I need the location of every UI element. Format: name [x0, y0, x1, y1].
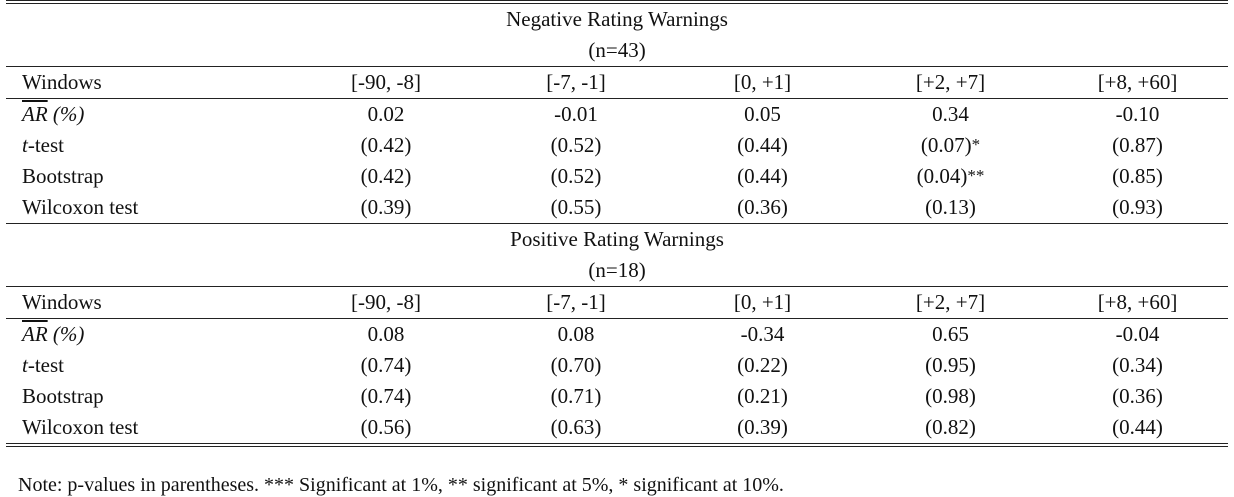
table-header-row: [6, 67, 1228, 99]
table-cell: (0.22): [737, 353, 788, 377]
table-cell: [481, 130, 671, 161]
table-cell: (0.39): [671, 412, 854, 445]
window-header: [-90, -8]: [291, 287, 481, 319]
page: [6, 0, 1228, 482]
table-row-wilcoxon: [6, 412, 1228, 445]
t-suffix: -test: [27, 353, 64, 377]
table-cell: [481, 161, 671, 192]
table-cell: [671, 161, 854, 192]
table-row-ar: [6, 99, 1228, 131]
window-header: [+8, +60]: [1047, 67, 1228, 99]
panel-sample-size: (n=18): [588, 258, 646, 282]
ar-unit: (%): [52, 102, 85, 126]
significance-stars: *: [971, 135, 981, 154]
table-cell: (0.55): [550, 195, 602, 219]
table-cell: (0.56): [291, 412, 481, 445]
p-value: (0.04): [916, 164, 968, 188]
window-header: [0, +1]: [671, 67, 854, 99]
table-row-bootstrap: [6, 381, 1228, 412]
window-header: [+8, +60]: [1047, 287, 1228, 319]
panel-n-row: [6, 255, 1228, 287]
panel-title-row: [6, 2, 1228, 35]
row-label-ar: [6, 319, 291, 351]
p-value: (0.42): [360, 164, 412, 188]
table-cell: (0.44): [1047, 412, 1228, 445]
table-cell: (0.63): [481, 412, 671, 445]
table-row-bootstrap: [6, 161, 1228, 192]
p-value: (0.44): [737, 164, 788, 188]
ar-symbol: AR: [22, 102, 48, 126]
row-label-bootstrap: Bootstrap: [22, 164, 104, 188]
table-cell: (0.36): [737, 195, 788, 219]
table-cell: -0.01: [554, 102, 598, 126]
p-value: (0.44): [737, 133, 788, 157]
table-cell: -0.04: [1115, 322, 1160, 346]
p-value: (0.85): [1112, 164, 1163, 188]
table-row-ar: [6, 319, 1228, 351]
table-cell: 0.02: [367, 102, 405, 126]
window-header: [+2, +7]: [854, 67, 1047, 99]
windows-header: Windows: [6, 67, 291, 99]
table-cell: [671, 130, 854, 161]
row-label-t-test: [6, 350, 291, 381]
panel-n-row: [6, 35, 1228, 67]
table-cell: [291, 130, 481, 161]
significance-stars: **: [967, 166, 985, 185]
window-header: [-7, -1]: [481, 67, 671, 99]
panel-title-row: [6, 224, 1228, 256]
window-header: [-90, -8]: [291, 67, 481, 99]
table-cell: 0.08: [367, 322, 405, 346]
table-row-t-test: [6, 350, 1228, 381]
window-header: [0, +1]: [671, 287, 854, 319]
table-cell: (0.21): [737, 384, 788, 408]
panel-title: Positive Rating Warnings: [6, 224, 1228, 256]
p-value: (0.52): [550, 133, 602, 157]
p-value: (0.87): [1112, 133, 1163, 157]
table-cell: (0.93): [1112, 195, 1163, 219]
table-cell: (0.70): [550, 353, 602, 377]
panel-sample-size: (n=43): [588, 38, 646, 62]
table-row-t-test: [6, 130, 1228, 161]
table-cell: (0.39): [360, 195, 412, 219]
p-value: (0.42): [360, 133, 412, 157]
table-cell: -0.10: [1115, 102, 1160, 126]
table-cell: [854, 130, 1047, 161]
table-cell: -0.34: [740, 322, 785, 346]
table-cell: (0.74): [360, 353, 412, 377]
table-cell: (0.34): [1112, 353, 1163, 377]
table-cell: (0.82): [854, 412, 1047, 445]
row-label-bootstrap: Bootstrap: [22, 384, 104, 408]
table-cell: (0.95): [925, 353, 976, 377]
table-cell: (0.36): [1112, 384, 1163, 408]
t-prefix: t: [22, 353, 28, 377]
window-header: [+2, +7]: [854, 287, 1047, 319]
table-cell: (0.13): [925, 195, 976, 219]
window-header: [-7, -1]: [481, 287, 671, 319]
results-table: [6, 0, 1228, 447]
table-cell: [1047, 130, 1228, 161]
t-suffix: -test: [27, 133, 64, 157]
table-cell: [1047, 161, 1228, 192]
ar-unit: (%): [52, 322, 85, 346]
windows-header: Windows: [6, 287, 291, 319]
panel-title: Negative Rating Warnings: [6, 2, 1228, 35]
p-value: (0.07): [920, 133, 972, 157]
t-prefix: t: [22, 133, 28, 157]
table-cell: [854, 161, 1047, 192]
table-cell: 0.34: [932, 102, 969, 126]
p-value: (0.52): [550, 164, 602, 188]
table-cell: [291, 161, 481, 192]
row-label-ar: [6, 99, 291, 131]
table-cell: (0.71): [550, 384, 602, 408]
table-header-row: [6, 287, 1228, 319]
row-label-wilcoxon: Wilcoxon test: [6, 412, 291, 445]
row-label-t-test: [6, 130, 291, 161]
ar-symbol: AR: [22, 322, 48, 346]
table-cell: 0.08: [557, 322, 595, 346]
row-label-wilcoxon: Wilcoxon test: [22, 195, 139, 219]
table-cell: (0.98): [925, 384, 976, 408]
table-cell: 0.05: [744, 102, 781, 126]
table-cell: (0.74): [360, 384, 412, 408]
table-note: Note: p-values in parentheses. *** Significant at 1%, ** significant at 5%, * significant at 10%.: [18, 474, 784, 496]
table-row-wilcoxon: [6, 192, 1228, 224]
table-cell: 0.65: [932, 322, 969, 346]
